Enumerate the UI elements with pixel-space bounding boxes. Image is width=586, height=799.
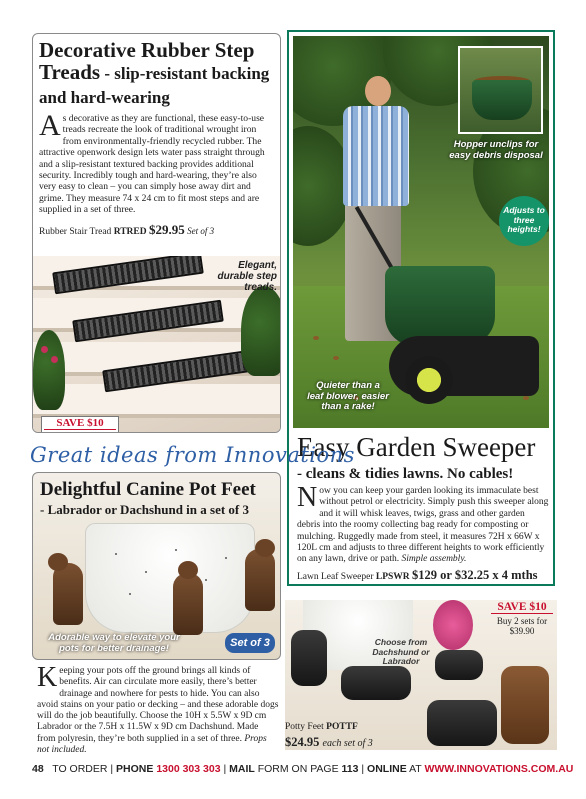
save-text: Buy 2 sets for $39.90 xyxy=(496,615,548,636)
save-title: SAVE $10 xyxy=(491,602,553,614)
props-note: Props not included. xyxy=(37,733,267,756)
price-note: Set of 3 xyxy=(187,225,215,236)
garden-sweeper-description: Now you can keep your garden looking its immaculate best without petrol or electricity. Simply push this sweeper along and it will whisk leaves, twigs, grass and other garden debris into the roomy collecting bag ready for composting or mulching. Ruggedly made from steel, it measures 72H x 66W x 120L cm and adjusts to three different heights to work efficiently on any lawn, drive or path. Simple assembly. xyxy=(297,482,549,565)
step-treads-callout: Elegant, durable step treads. xyxy=(217,260,277,293)
product-name: Potty Feet xyxy=(285,722,324,732)
canine-pot-feet-panel xyxy=(32,472,281,660)
garden-sweeper-photo xyxy=(293,36,549,428)
mail-text: FORM ON PAGE xyxy=(257,763,339,775)
save-text xyxy=(44,432,116,434)
product-price: $24.95 xyxy=(285,735,320,749)
person-head xyxy=(365,76,391,106)
potty-feet-product-line xyxy=(285,722,358,732)
step-treads-price-line xyxy=(33,216,280,238)
labrador-pot-foot xyxy=(53,563,83,625)
adjusts-heights-badge: Adjusts to three heights! xyxy=(499,196,549,246)
choose-callout: Choose from Dachshund or Labrador xyxy=(372,637,430,666)
price-note: each set of 3 xyxy=(322,738,373,749)
tan-labrador-foot xyxy=(501,666,549,744)
black-dachshund-foot xyxy=(427,700,497,746)
labrador-pot-foot xyxy=(173,573,203,635)
potty-save-box xyxy=(491,602,553,637)
website-url[interactable]: WWW.INNOVATIONS.COM.AU xyxy=(424,763,574,775)
garden-sweeper-title: Easy Garden Sweeper xyxy=(297,432,536,462)
canine-pot-feet-subtitle: - Labrador or Dachshund in a set of 3 xyxy=(40,502,249,517)
online-label: ONLINE xyxy=(367,763,407,775)
product-price: $29.95 xyxy=(148,221,185,237)
step-treads-subtitle: - slip-resistant backing and hard-wearing xyxy=(39,64,270,107)
order-label: TO ORDER xyxy=(52,763,108,775)
black-dachshund-foot xyxy=(341,666,411,700)
potted-plant xyxy=(33,330,65,410)
adorable-callout: Adorable way to elevate your pots for better drainage! xyxy=(48,632,180,654)
product-code: RTRED xyxy=(113,226,147,237)
page-number: 48 xyxy=(32,763,44,775)
sweeper-wheel xyxy=(405,356,453,404)
black-dachshund-foot xyxy=(435,650,483,680)
person-shirt xyxy=(343,106,409,206)
hopper-callout: Hopper unclips for easy debris disposal xyxy=(449,139,543,161)
step-treads-description: As decorative as they are functional, these easy-to-use treads recreate the look of traditional wrought iron from environmentally-friendly recycled rubber. The attractive openwork design lets water pass straight through and a slip-resistant textured backing provides additional security. Incredibly tough and hard-wearing, they’re also very easy to clean – you can simply hose away dirt and grime. They measure 74 x 24 cm to fit most steps and are supplied in a set of three. xyxy=(39,109,265,216)
phone-label: PHONE xyxy=(116,763,154,775)
mail-label: MAIL xyxy=(229,763,255,775)
black-labrador-foot xyxy=(291,630,327,686)
hopper-inset-photo xyxy=(458,46,543,134)
assembly-note: Simple assembly. xyxy=(401,554,467,565)
canine-pot-feet-title: Delightful Canine Pot Feet xyxy=(40,479,256,500)
save-title: SAVE $10 xyxy=(44,419,116,430)
drop-cap: N xyxy=(297,482,318,513)
step-treads-title: Decorative Rubber Step Treads - slip-resistant backing and hard-wearing xyxy=(39,38,270,107)
product-name: Lawn Leaf Sweeper xyxy=(297,572,374,582)
product-price: $129 or $32.25 x 4 mths xyxy=(412,568,538,582)
garden-sweeper-panel xyxy=(287,30,555,586)
sweeper-collection-bag xyxy=(385,266,495,346)
product-name: Rubber Stair Tread xyxy=(39,226,112,237)
product-code: POTTF xyxy=(326,722,358,732)
garden-sweeper-subtitle: - cleans & tidies lawns. No cables! xyxy=(297,466,514,482)
great-ideas-tagline: Great ideas from Innovations xyxy=(30,443,355,467)
quieter-callout: Quieter than a leaf blower, easier than a rake! xyxy=(307,380,389,412)
product-code: LPSWR xyxy=(375,572,410,582)
drop-cap: A xyxy=(39,109,61,142)
labrador-pot-foot xyxy=(245,549,275,611)
potty-feet-price-line xyxy=(285,735,373,750)
online-text: AT xyxy=(409,763,422,775)
drop-cap: K xyxy=(37,662,58,693)
white-speckled-pot xyxy=(85,523,255,633)
canine-pot-feet-description: Keeping your pots off the ground brings all kinds of benefits. Air can circulate more easily, there’s better drainage and nowhere for pests to hide. You can also avoid stains on your patio or decking – and these adorable dogs will do the job beautifully. Choose the 10H x 5.5W x 9D cm Labrador or the 7.5H x 11.5W x 9D cm Dachshund. Made from polyresin, they’re both supplied in a set of three. Props not included. xyxy=(37,662,279,756)
potted-plant xyxy=(241,286,281,376)
phone-number: 1300 303 303 xyxy=(156,763,221,775)
step-treads-photo xyxy=(33,256,281,433)
step-treads-panel xyxy=(32,33,281,433)
pink-flowers xyxy=(433,600,473,650)
mail-page: 113 xyxy=(341,763,359,775)
set-of-3-badge: Set of 3 xyxy=(225,633,275,653)
page-footer: 48 TO ORDER | PHONE 1300 303 303 | MAIL FORM ON PAGE 113 | ONLINE AT WWW.INNOVATIONS.COM.AU xyxy=(32,763,574,775)
garden-sweeper-price-line xyxy=(297,568,538,583)
step-treads-save-box xyxy=(41,416,119,433)
